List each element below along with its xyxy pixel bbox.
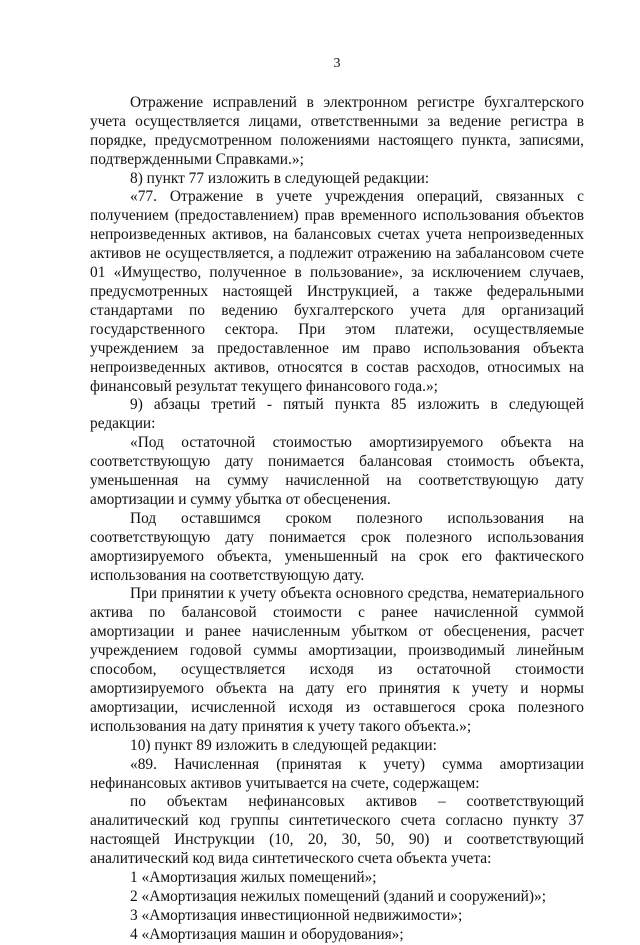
list-item: 1 «Амортизация жилых помещений»;: [130, 869, 377, 887]
list-item: 2 «Амортизация нежилых помещений (зданий и сооружений)»;: [130, 887, 547, 905]
paragraph: Под оставшимся сроком полезного использования на соответствующую дату понимается срок полезного использования амортизируемого объекта, уменьшенный на срок его фактического использования на соответствующую дату.: [90, 509, 584, 584]
document-page: [90, 55, 584, 945]
paragraph: 8) пункт 77 изложить в следующей редакции:: [130, 169, 430, 187]
paragraph: При принятии к учету объекта основного средства, нематериального актива по балансовой стоимости с ранее начисленной суммой амортизации и ранее начисленным убытком от обесценения, расчет учреждением годовой суммы амортизации, производимый линейным способом, осуществляется исходя из остаточной стоимости амортизируемого объекта на дату его принятия к учету и нормы амортизации, исчисленной исходя из оставшегося срока полезного использования на дату принятия к учету такого объекта.»;: [90, 585, 584, 735]
page-number: 3: [333, 56, 341, 71]
list-item: 3 «Амортизация инвестиционной недвижимости»;: [130, 906, 463, 924]
paragraph: «77. Отражение в учете учреждения операций, связанных с получением (предоставлением) прав временного использования объектов непроизведенных активов, на балансовых счетах учета непроизведенных активов не осуществляется, а подлежит отражению на забалансовом счете 01 «Имущество, полученное в пользование», за исключением случаев, предусмотренных настоящей Инструкцией, а также федеральными стандартами по ведению бухгалтерского учета для организаций государственного сектора. При этом платежи, осуществляемые учреждением за предоставленное им право использования объекта непроизведенных активов, относятся в состав расходов, относимых на финансовый результат текущего финансового года.»;: [90, 188, 584, 395]
paragraph: «89. Начисленная (принятая к учету) сумма амортизации нефинансовых активов учитывается на счете, содержащем:: [90, 755, 584, 792]
paragraph: «Под остаточной стоимостью амортизируемого объекта на соответствующую дату понимается балансовая стоимость объекта, уменьшенная на сумму начисленной на соответствующую дату амортизации и сумму убытка от обесценения.: [90, 434, 584, 508]
paragraph: 9) абзацы третий - пятый пункта 85 изложить в следующей редакции:: [90, 396, 584, 433]
paragraph: 10) пункт 89 изложить в следующей редакции:: [130, 736, 437, 754]
list-item: 4 «Амортизация машин и оборудования»;: [130, 925, 404, 943]
paragraph: Отражение исправлений в электронном регистре бухгалтерского учета осуществляется лицами, ответственными за ведение регистра в порядке, предусмотренном положениями настоящего пункта, записями, подтвержденными Справками.»;: [90, 93, 584, 168]
paragraph: по объектам нефинансовых активов – соответствующий аналитический код группы синтетического счета согласно пункту 37 настоящей Инструкции (10, 20, 30, 50, 90) и соответствующий аналитический код вида синтетического счета объекта учета:: [90, 793, 584, 868]
